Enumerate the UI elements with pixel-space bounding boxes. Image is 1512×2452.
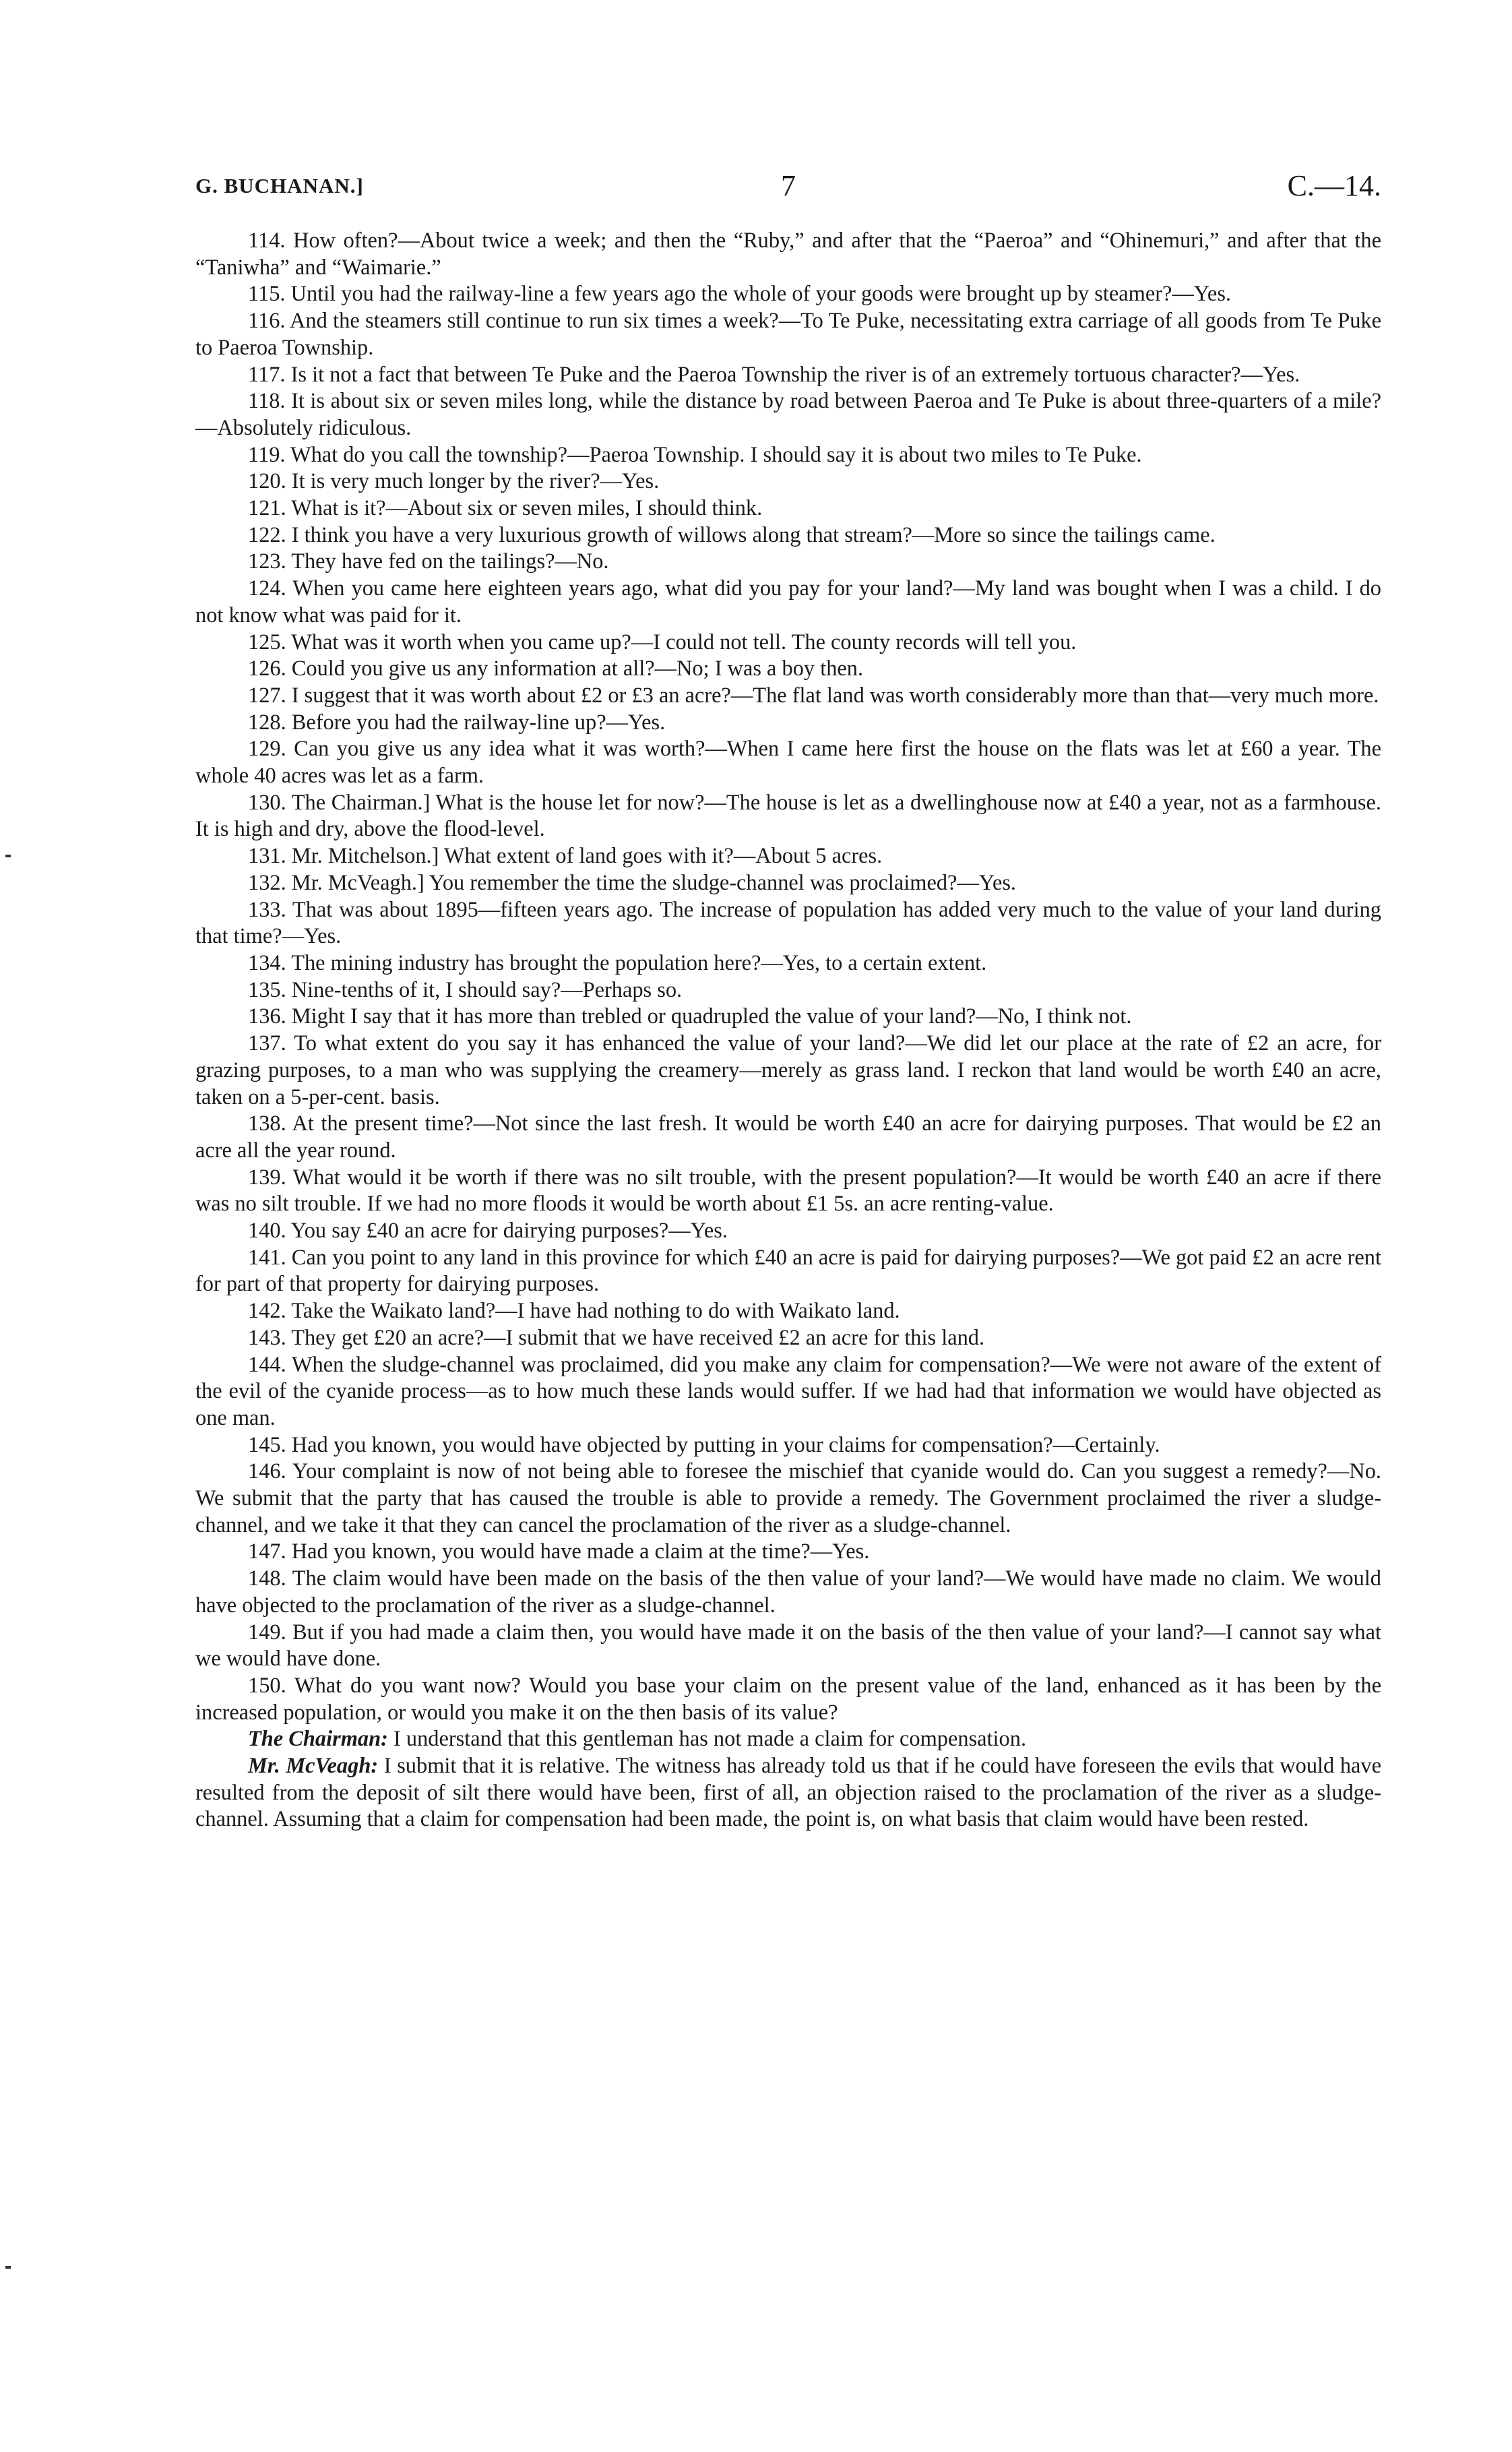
question-117: 117. Is it not a fact that between Te Puke and the Paeroa Township the river is of an extremely tortuous character?—Yes. (248, 362, 1300, 387)
margin-mark (5, 855, 11, 857)
question-146: 146. Your complaint is now of not being able to foresee the mischief that cyanide would do. Can you suggest a remedy?—No. We submit that the party that has caused the trouble is able to provide a remedy. The Government proclaimed the river a sludge-channel, and we take it that they can cancel the proclamation of the river as a sludge-channel. (195, 1459, 1381, 1537)
question-133: 133. That was about 1895—fifteen years ago. The increase of population has added very much to the value of your land during that time?—Yes. (195, 897, 1381, 949)
question-127: 127. I suggest that it was worth about £2 or £3 an acre?—The flat land was worth considerably more than that—very much more. (248, 683, 1379, 708)
question-143: 143. They get £20 an acre?—I submit that we have received £2 an acre for this land. (248, 1325, 985, 1350)
testimony-body (195, 228, 1381, 1833)
question-124: 124. When you came here eighteen years ago, what did you pay for your land?—My land was bought when I was a child. I do not know what was paid for it. (195, 576, 1381, 627)
question-142: 142. Take the Waikato land?—I have had nothing to do with Waikato land. (248, 1299, 900, 1324)
question-137: 137. To what extent do you say it has enhanced the value of your land?—We did let our place at the rate of £2 an acre, for grazing purposes, to a man who was supplying the creamery—merely as grass land. I reckon that land would be worth £40 an acre, taken on a 5-per-cent. basis. (195, 1031, 1381, 1109)
margin-mark (5, 2266, 11, 2269)
chairman-statement (195, 1726, 1381, 1753)
question-147: 147. Had you known, you would have made a claim at the time?—Yes. (248, 1539, 870, 1564)
speaker-label: Mr. McVeagh: (248, 1754, 379, 1779)
question-129: 129. Can you give us any idea what it was worth?—When I came here first the house on the flats was let at £60 a year. The whole 40 acres was let as a farm. (195, 737, 1381, 789)
question-125: 125. What was it worth when you came up?—I could not tell. The county records will tell you. (248, 630, 1077, 654)
question-126: 126. Could you give us any information at all?—No; I was a boy then. (248, 656, 864, 681)
question-144: 144. When the sludge-channel was proclaimed, did you make any claim for compensation?—We were not aware of the extent of the evil of the cyanide process—as to how much these lands would suffer. If we had had that information we would have objected as one man. (195, 1352, 1381, 1430)
question-131: 131. Mr. Mitchelson.] What extent of land goes with it?—About 5 acres. (248, 844, 883, 869)
statement-text: I understand that this gentleman has not made a claim for compensation. (387, 1727, 1027, 1752)
page-number: 7 (781, 169, 796, 202)
speaker-label: The Chairman: (248, 1727, 388, 1752)
question-119: 119. What do you call the township?—Paeroa Township. I should say it is about two miles to Te Puke. (248, 442, 1142, 467)
question-149: 149. But if you had made a claim then, you would have made it on the basis of the then value of your land?—I cannot say what we would have done. (195, 1620, 1381, 1672)
question-128: 128. Before you had the railway-line up?—Yes. (248, 710, 666, 735)
question-121: 121. What is it?—About six or seven miles, I should think. (248, 496, 763, 521)
question-116: 116. And the steamers still continue to run six times a week?—To Te Puke, necessitating extra carriage of all goods from Te Puke to Paeroa Township. (195, 309, 1381, 360)
question-150: 150. What do you want now? Would you base your claim on the present value of the land, enhanced as it has been by the increased population, or would you make it on the then basis of its value? (195, 1673, 1381, 1725)
question-140: 140. You say £40 an acre for dairying purposes?—Yes. (248, 1219, 728, 1244)
question-148: 148. The claim would have been made on the basis of the then value of your land?—We would have made no claim. We would have objected to the proclamation of the river as a sludge-channel. (195, 1566, 1381, 1618)
question-122: 122. I think you have a very luxurious growth of willows along that stream?—More so since the tailings came. (248, 522, 1216, 547)
question-138: 138. At the present time?—Not since the last fresh. It would be worth £40 an acre for dairying purposes. That would be £2 an acre all the year round. (195, 1111, 1381, 1163)
question-114: 114. How often?—About twice a week; and then the “Ruby,” and after that the “Paeroa” and “Ohinemuri,” and after that the “Taniwha” and “Waimarie.” (195, 228, 1381, 280)
statement-text: I submit that it is relative. The witness has already told us that if he could have foreseen the evils that would have resulted from the deposit of silt there would have been, first of all, an objection raised to the proclamation of the river as a sludge-channel. Assuming that a claim for compensation had been made, the point is, on what basis that claim would have been rested. (195, 1754, 1381, 1832)
question-123: 123. They have fed on the tailings?—No. (248, 549, 609, 574)
document-reference: C.—14. (1287, 169, 1381, 202)
question-118: 118. It is about six or seven miles long, while the distance by road between Paeroa and Te Puke is about three-quarters of a mile?—Absolutely ridiculous. (195, 389, 1381, 440)
question-120: 120. It is very much longer by the river?—Yes. (248, 469, 660, 494)
mcveagh-statement (195, 1753, 1381, 1833)
question-141: 141. Can you point to any land in this province for which £40 an acre is paid for dairying purposes?—We got paid £2 an acre rent for part of that property for dairying purposes. (195, 1245, 1381, 1297)
question-136: 136. Might I say that it has more than trebled or quadrupled the value of your land?—No, I think not. (248, 1004, 1132, 1029)
question-135: 135. Nine-tenths of it, I should say?—Perhaps so. (248, 977, 683, 1002)
witness-name-header: G. BUCHANAN.] (195, 174, 364, 197)
question-134: 134. The mining industry has brought the population here?—Yes, to a certain extent. (248, 950, 987, 975)
question-145: 145. Had you known, you would have objected by putting in your claims for compensation?—Certainly. (248, 1432, 1160, 1457)
question-115: 115. Until you had the railway-line a few years ago the whole of your goods were brought up by steamer?—Yes. (248, 282, 1232, 307)
page-header (195, 168, 1381, 209)
question-130: 130. The Chairman.] What is the house let for now?—The house is let as a dwellinghouse now at £40 a year, not as a farmhouse. It is high and dry, above the flood-level. (195, 790, 1381, 842)
question-132: 132. Mr. McVeagh.] You remember the time the sludge-channel was proclaimed?—Yes. (248, 870, 1017, 895)
question-139: 139. What would it be worth if there was no silt trouble, with the present population?—It would be worth £40 an acre if there was no silt trouble. If we had no more floods it would be worth about £1 5s. an acre renting-value. (195, 1165, 1381, 1217)
